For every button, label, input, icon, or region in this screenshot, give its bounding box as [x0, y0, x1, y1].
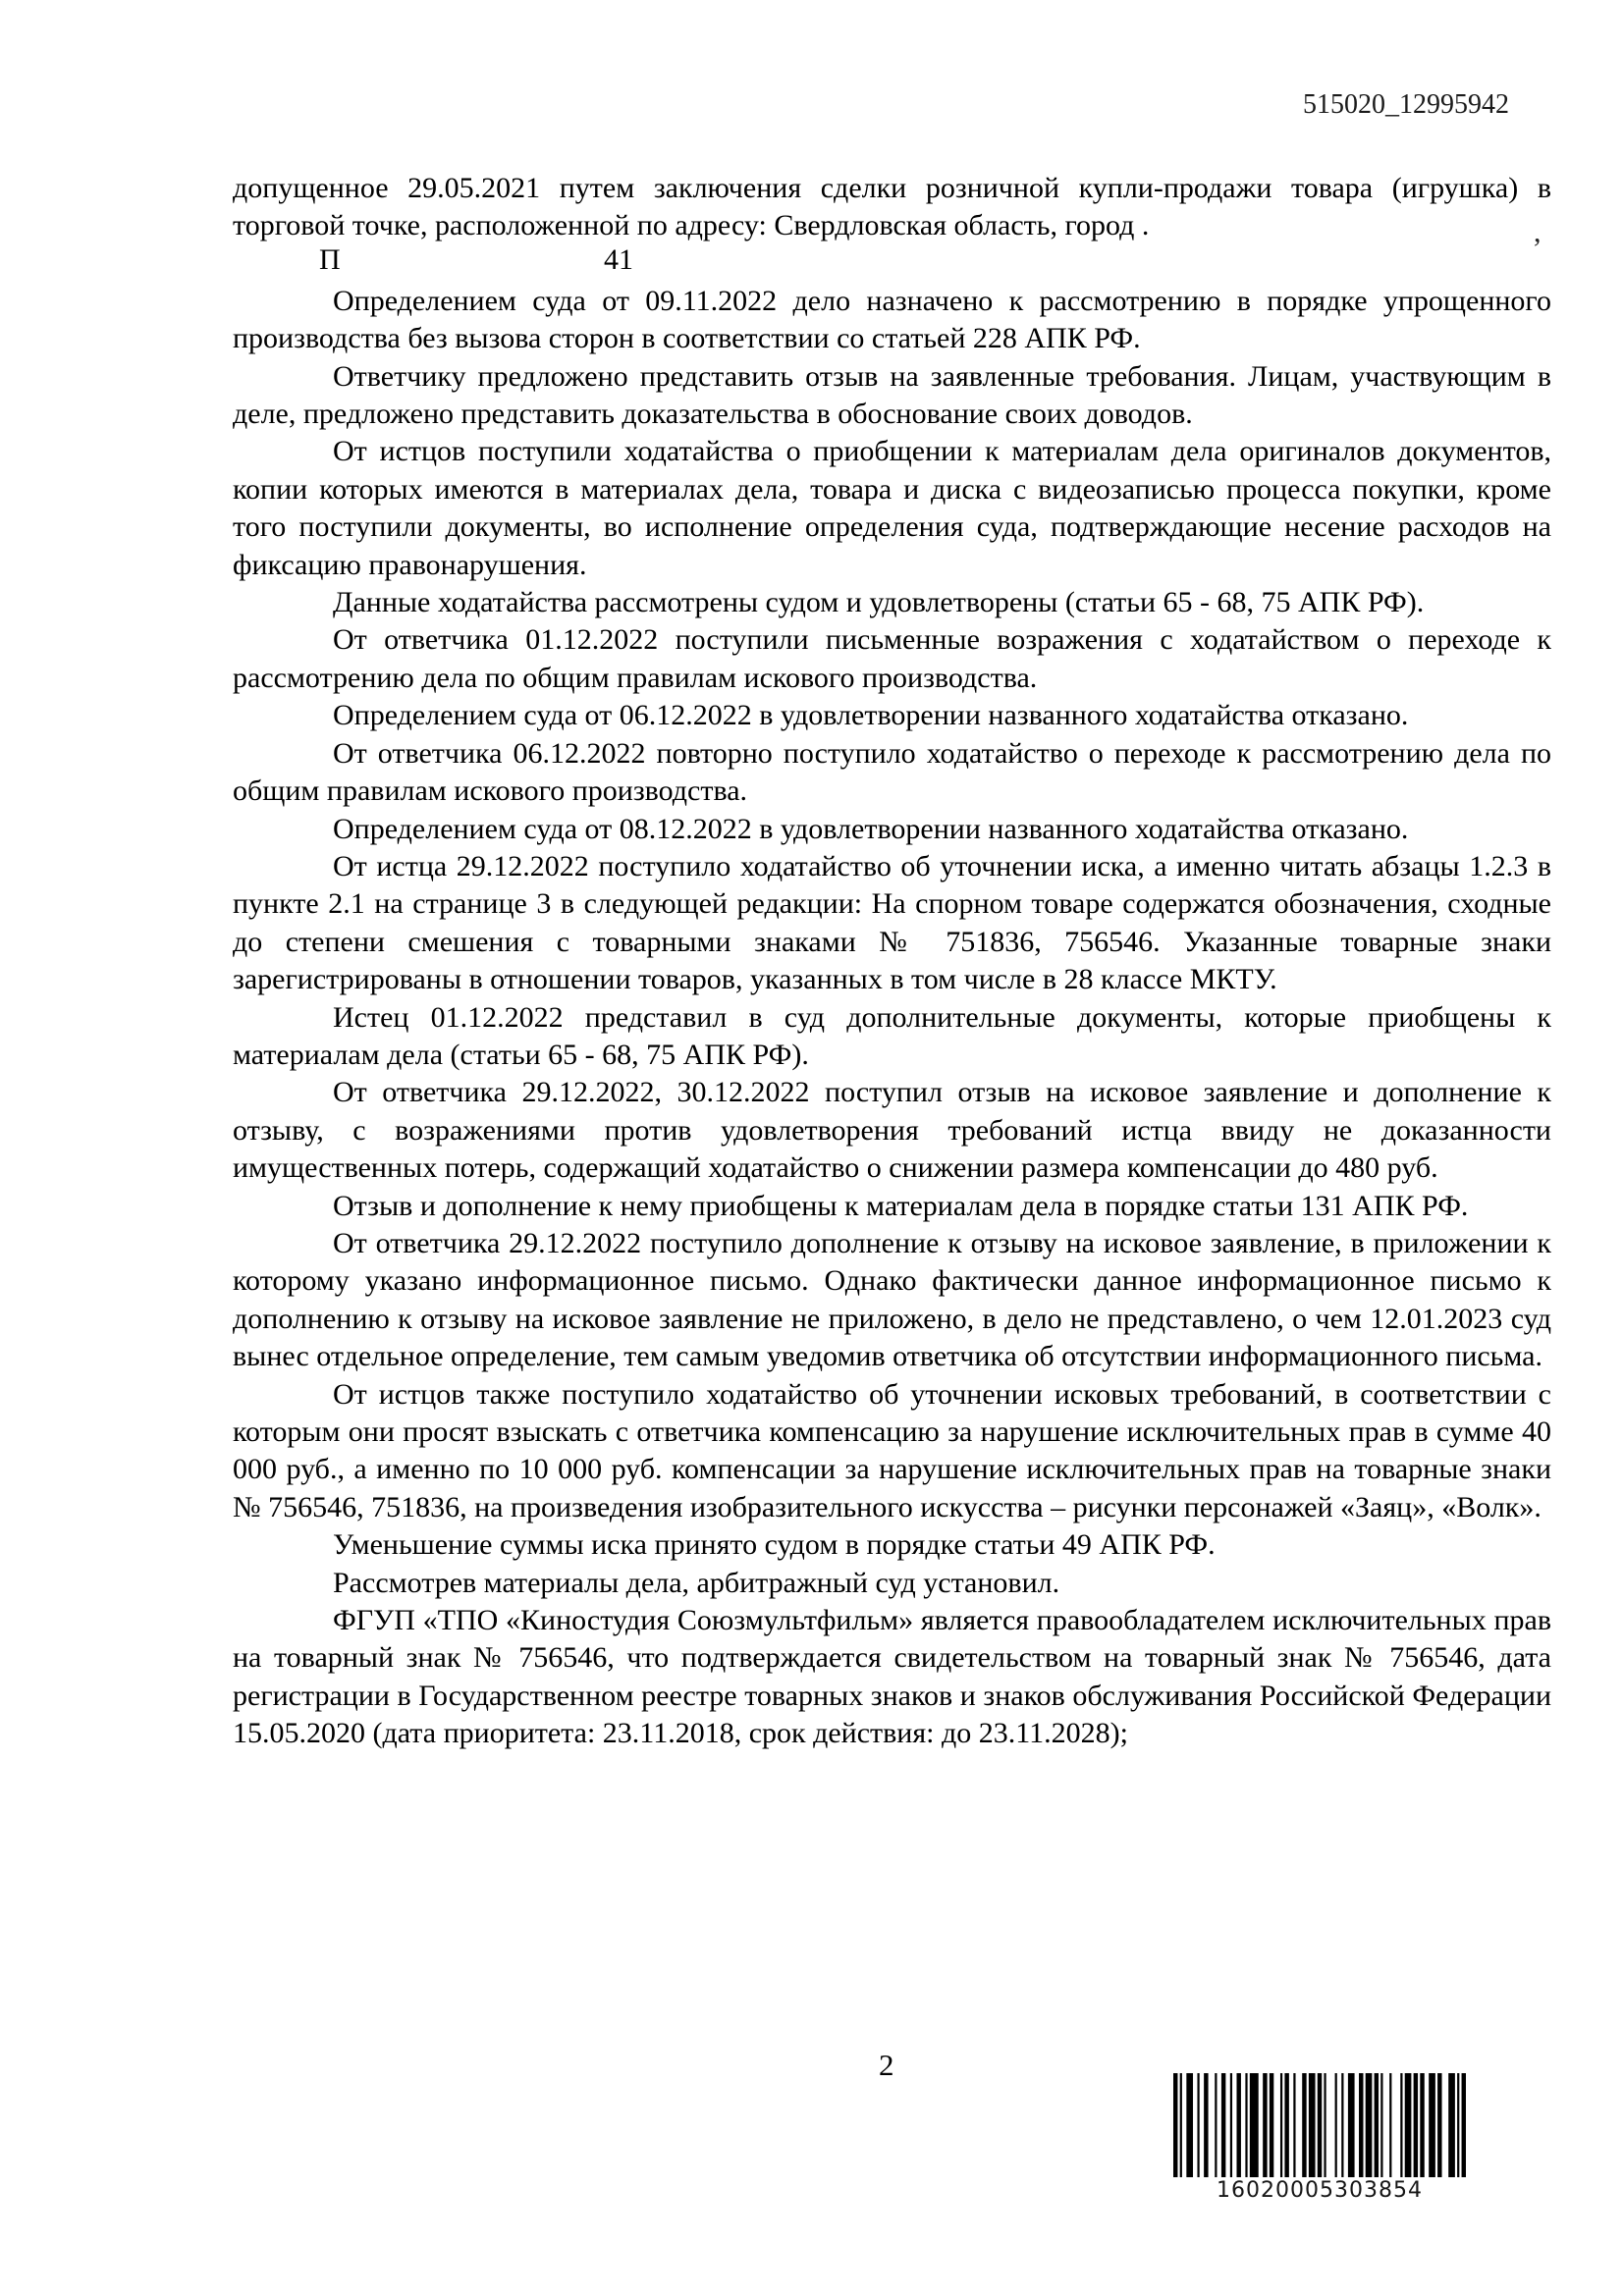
paragraph: От ответчика 29.12.2022 поступило дополнение к отзыву на исковое заявление, в приложении к которому указано информационное письмо. Однако фактически данное информационное письмо к дополнению к отзыву на исковое заявление не приложено, в дело не представлено, о чем 12.01.2023 суд вынес отдельное определение, тем самым уведомив ответчика об отсутствии информационного письма.: [233, 1226, 1551, 1373]
paragraph: Рассмотрев материалы дела, арбитражный суд установил.: [333, 1566, 1060, 1599]
paragraph: ФГУП «ТПО «Киностудия Союзмультфильм» является правообладателем исключительных прав на товарный знак № 756546, что подтверждается свидетельством на товарный знак № 756546, дата регистрации в Государственном реестре товарных знаков и знаков обслуживания Российской Федерации 15.05.2020 (дата приоритета: 23.11.2018, срок действия: до 23.11.2028);: [233, 1604, 1551, 1750]
paragraph: От ответчика 01.12.2022 поступили письменные возражения с ходатайством о переходе к рассмотрению дела по общим правилам искового производства.: [233, 623, 1551, 694]
document-id: 515020_12995942: [1303, 89, 1509, 120]
redacted-fragment: П: [319, 242, 341, 276]
paragraph: Истец 01.12.2022 представил в суд дополнительные документы, которые приобщены к материалам дела (статьи 65 - 68, 75 АПК РФ).: [233, 1000, 1551, 1071]
redacted-fragment: 41: [604, 242, 633, 276]
paragraph: Данные ходатайства рассмотрены судом и удовлетворены (статьи 65 - 68, 75 АПК РФ).: [333, 586, 1425, 619]
page-number: 2: [879, 2048, 894, 2082]
paragraph: От истцов поступили ходатайства о приобщении к материалам дела оригиналов документов, копии которых имеются в материалах дела, товара и диска с видеозаписью процесса покупки, кроме того поступили документы, во исполнение определения суда, подтверждающие несение расходов на фиксацию правонарушения.: [233, 435, 1551, 581]
barcode-number: 16020005303854: [1217, 2178, 1423, 2203]
paragraph: От ответчика 06.12.2022 повторно поступило ходатайство о переходе к рассмотрению дела по общим правилам искового производства.: [233, 736, 1551, 808]
paragraph: От истцов также поступило ходатайство об уточнении исковых требований, в соответствии с которым они просят взыскать с ответчика компенсацию за нарушение исключительных прав в сумме 40 000 руб., а именно по 10 000 руб. компенсации за нарушение исключительных прав на товарные знаки № 756546, 751836, на произведения изобразительного искусства – рисунки персонажей «Заяц», «Волк».: [233, 1377, 1551, 1523]
paragraph: Отзыв и дополнение к нему приобщены к материалам дела в порядке статьи 131 АПК РФ.: [333, 1189, 1469, 1222]
document-body: [233, 170, 1551, 1753]
redacted-line: [233, 242, 1551, 276]
paragraph: Определением суда от 08.12.2022 в удовлетворении названного ходатайства отказано.: [333, 812, 1409, 845]
barcode: [1173, 2073, 1466, 2203]
paragraph: Определением суда от 09.11.2022 дело назначено к рассмотрению в порядке упрощенного производства без вызова сторон в соответствии со статьей 228 АПК РФ.: [233, 284, 1551, 355]
paragraph: Определением суда от 06.12.2022 в удовлетворении названного ходатайства отказано.: [333, 699, 1409, 732]
paragraph: Уменьшение суммы иска принято судом в порядке статьи 49 АПК РФ.: [333, 1528, 1216, 1562]
scan-artifact-comma: ,: [1534, 216, 1542, 248]
barcode-image: [1173, 2073, 1466, 2177]
paragraph: От ответчика 29.12.2022, 30.12.2022 поступил отзыв на исковое заявление и дополнение к отзыву, с возражениями против удовлетворения требований истца ввиду не доказанности имущественных потерь, содержащий ходатайство о снижении размера компенсации до 480 руб.: [233, 1076, 1551, 1185]
paragraph: допущенное 29.05.2021 путем заключения сделки розничной купли-продажи товара (игрушка) в торговой точке, расположенной по адресу: Свердловская область, город .: [233, 172, 1551, 242]
paragraph: Ответчику предложено представить отзыв на заявленные требования. Лицам, участвующим в деле, предложено представить доказательства в обоснование своих доводов.: [233, 359, 1551, 431]
paragraph: От истца 29.12.2022 поступило ходатайство об уточнении иска, а именно читать абзацы 1.2.3 в пункте 2.1 на странице 3 в следующей редакции: На спорном товаре содержатся обозначения, сходные до степени смешения с товарными знаками № 751836, 756546. Указанные товарные знаки зарегистрированы в отношении товаров, указанных в том числе в 28 классе МКТУ.: [233, 849, 1551, 996]
